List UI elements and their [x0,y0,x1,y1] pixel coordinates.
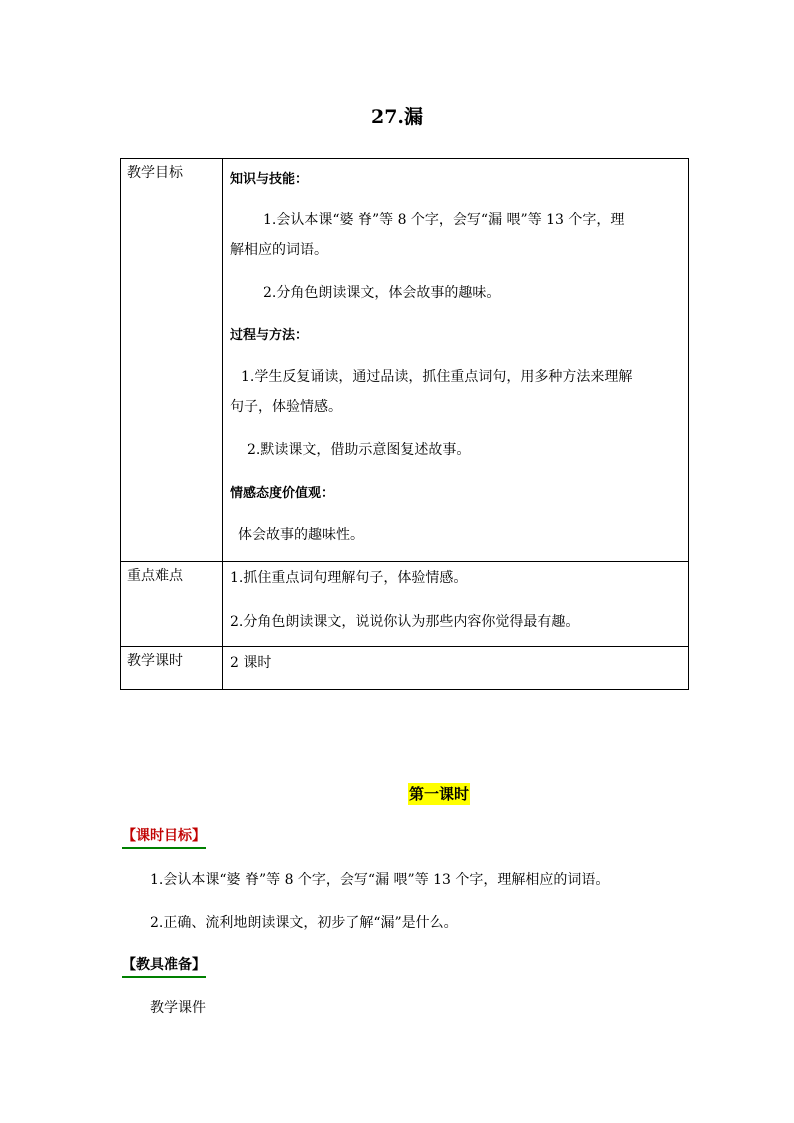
emotion-line-1: 体会故事的趣味性。 [238,527,364,543]
objectives-label: 教学目标 [121,159,223,562]
knowledge-line-3: 2.分角色朗读课文，体会故事的趣味。 [263,285,501,301]
process-line-3: 2.默读课文，借助示意图复述故事。 [247,442,471,458]
key-point-line-1: 1.抓住重点词句理解句子，体验情感。 [230,570,468,586]
process-line-1: 1.学生反复诵读，通过品读，抓住重点词句，用多种方法来理解 [241,369,633,385]
process-line-2: 句子，体验情感。 [230,399,342,415]
key-point-line-2: 2.分角色朗读课文，说说你认为那些内容你觉得最有趣。 [230,614,580,630]
objective-line-2: 2.正确、流利地朗读课文，初步了解“漏”是什么。 [150,915,458,931]
knowledge-line-1: 1.会认本课“婆 脊”等 8 个字，会写“漏 喂”等 13 个字，理 [263,212,625,228]
key-points-label: 重点难点 [121,562,223,647]
lesson-plan-table [120,158,689,690]
table-row-objectives [121,159,689,562]
objective-line-1: 1.会认本课“婆 脊”等 8 个字，会写“漏 喂”等 13 个字，理解相应的词语。 [150,872,610,888]
table-row-class-hours [121,647,689,690]
materials-text: 教学课件 [150,1000,206,1016]
objectives-content [223,159,689,562]
knowledge-line-2: 解相应的词语。 [230,242,328,258]
key-points-content [223,562,689,647]
knowledge-skills-title: 知识与技能： [230,172,309,187]
class-hours-content [223,647,689,690]
objectives-heading: 【课时目标】 [122,826,206,849]
emotion-values-title: 情感态度价值观： [230,486,335,501]
class-hours-value: 2 课时 [230,655,272,671]
page-title: 27.漏 [370,106,424,128]
class-hours-label: 教学课时 [121,647,223,690]
process-methods-title: 过程与方法： [230,328,309,343]
lesson-heading: 第一课时 [409,785,470,803]
table-row-key-points [121,562,689,647]
materials-heading: 【教具准备】 [122,955,206,978]
